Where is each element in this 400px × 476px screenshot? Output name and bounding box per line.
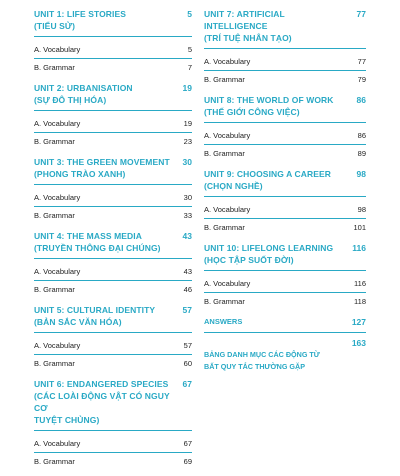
entry-page-number: 86 [357, 131, 366, 140]
unit-page-number: 30 [182, 157, 192, 167]
divider [204, 48, 366, 49]
entry-label: B. Grammar [204, 75, 245, 84]
entry-page-number: 30 [183, 193, 192, 202]
entry-label: B. Grammar [34, 211, 75, 220]
toc-unit [34, 304, 192, 378]
entry-label: A. Vocabulary [34, 193, 81, 202]
unit-title[interactable]: UNIT 8: THE WORLD OF WORK (THẾ GIỚI CÔNG VIỆC) [204, 95, 334, 117]
divider [34, 332, 192, 333]
entry-page-number: 89 [357, 149, 366, 158]
unit-page-number: 43 [182, 231, 192, 241]
entry-page-number: 46 [183, 285, 192, 294]
toc-right-column [204, 8, 366, 385]
entry-label: B. Grammar [204, 223, 245, 232]
entry-page-number: 19 [183, 119, 192, 128]
toc-entry[interactable] [204, 275, 366, 292]
unit-title[interactable]: UNIT 4: THE MASS MEDIA (TRUYỀN THÔNG ĐẠI CHÚNG) [34, 231, 161, 253]
answers-page: 127 [351, 317, 366, 327]
unit-title[interactable]: UNIT 7: ARTIFICIAL INTELLIGENCE (TRÍ TUỆ NHÂN TẠO) [204, 9, 292, 43]
toc-unit [34, 156, 192, 230]
toc-entry[interactable] [34, 59, 192, 76]
entry-page-number: 98 [357, 205, 366, 214]
irregular-verbs-label: BẢNG DANH MỤC CÁC ĐỘNG TỪ BẤT QUY TẮC THƯỜNG GẶP [204, 350, 320, 371]
entry-page-number: 67 [183, 439, 192, 448]
divider [204, 122, 366, 123]
toc-entry[interactable] [34, 41, 192, 58]
entry-page-number: 116 [354, 279, 366, 288]
toc-unit [204, 94, 366, 168]
divider [34, 430, 192, 431]
entry-label: A. Vocabulary [204, 131, 251, 140]
entry-page-number: 118 [354, 297, 366, 306]
toc-entry[interactable] [204, 201, 366, 218]
entry-page-number: 33 [183, 211, 192, 220]
irregular-verbs-page: 163 [351, 338, 366, 348]
entry-label: A. Vocabulary [204, 57, 251, 66]
toc-unit [204, 242, 366, 316]
toc-entry[interactable] [204, 219, 366, 236]
answers-label: ANSWERS [204, 317, 243, 326]
unit-page-number: 5 [187, 9, 192, 19]
toc-unit [34, 378, 192, 476]
toc-unit [34, 230, 192, 304]
divider [204, 332, 366, 333]
toc-irregular-verbs[interactable] [204, 337, 366, 385]
toc-entry[interactable] [204, 71, 366, 88]
entry-page-number: 7 [187, 63, 192, 72]
toc-unit [34, 8, 192, 82]
toc-entry[interactable] [34, 453, 192, 470]
unit-page-number: 98 [356, 169, 366, 179]
entry-page-number: 5 [187, 45, 192, 54]
toc-entry[interactable] [34, 337, 192, 354]
unit-page-number: 19 [182, 83, 192, 93]
entry-label: A. Vocabulary [34, 439, 81, 448]
toc-unit [34, 82, 192, 156]
spacer [34, 470, 192, 476]
toc-entry[interactable] [204, 293, 366, 310]
toc-entry[interactable] [34, 281, 192, 298]
entry-label: B. Grammar [34, 285, 75, 294]
entry-page-number: 77 [357, 57, 366, 66]
unit-page-number: 116 [352, 243, 366, 253]
toc-answers[interactable] [204, 316, 366, 328]
unit-title[interactable]: UNIT 2: URBANISATION (SỰ ĐÔ THỊ HÓA) [34, 83, 133, 105]
entry-page-number: 101 [353, 223, 366, 232]
toc-entry[interactable] [204, 145, 366, 162]
toc-unit [204, 8, 366, 94]
entry-label: B. Grammar [34, 63, 75, 72]
entry-page-number: 79 [357, 75, 366, 84]
toc-entry[interactable] [34, 263, 192, 280]
entry-page-number: 69 [183, 457, 192, 466]
entry-page-number: 23 [183, 137, 192, 146]
entry-label: B. Grammar [34, 359, 75, 368]
unit-title[interactable]: UNIT 10: LIFELONG LEARNING (HỌC TẬP SUỐT ĐỜI) [204, 243, 334, 265]
divider [204, 196, 366, 197]
unit-title[interactable]: UNIT 3: THE GREEN MOVEMENT (PHONG TRÀO XANH) [34, 157, 170, 179]
entry-label: A. Vocabulary [204, 205, 251, 214]
entry-label: B. Grammar [204, 149, 245, 158]
toc-entry[interactable] [34, 355, 192, 372]
entry-page-number: 57 [183, 341, 192, 350]
unit-page-number: 86 [356, 95, 366, 105]
unit-title[interactable]: UNIT 1: LIFE STORIES (TIỂU SỬ) [34, 9, 127, 31]
toc-entry[interactable] [34, 189, 192, 206]
entry-label: A. Vocabulary [34, 119, 81, 128]
divider [34, 184, 192, 185]
entry-label: A. Vocabulary [34, 45, 81, 54]
entry-label: B. Grammar [34, 457, 75, 466]
unit-title[interactable]: UNIT 6: ENDANGERED SPECIES (CÁC LOÀI ĐỘNG VẬT CÓ NGUY CƠ TUYỆT CHỦNG) [34, 379, 170, 425]
entry-label: A. Vocabulary [204, 279, 251, 288]
toc-entry[interactable] [34, 133, 192, 150]
unit-page-number: 57 [182, 305, 192, 315]
unit-page-number: 77 [356, 9, 366, 19]
entry-label: A. Vocabulary [34, 267, 81, 276]
entry-label: A. Vocabulary [34, 341, 81, 350]
toc-entry[interactable] [204, 127, 366, 144]
toc-entry[interactable] [34, 435, 192, 452]
toc-unit [204, 168, 366, 242]
unit-page-number: 67 [182, 379, 192, 389]
right-units [204, 8, 366, 316]
entry-page-number: 43 [183, 267, 192, 276]
toc-entry[interactable] [34, 207, 192, 224]
toc-entry[interactable] [34, 115, 192, 132]
entry-label: B. Grammar [204, 297, 245, 306]
divider [34, 258, 192, 259]
unit-title[interactable]: UNIT 9: CHOOSING A CAREER (CHỌN NGHỀ) [204, 169, 332, 191]
divider [34, 110, 192, 111]
entry-page-number: 60 [183, 359, 192, 368]
unit-title[interactable]: UNIT 5: CULTURAL IDENTITY (BẢN SẮC VĂN HÓA) [34, 305, 156, 327]
toc-left-column [34, 8, 192, 476]
entry-label: B. Grammar [34, 137, 75, 146]
divider [34, 36, 192, 37]
divider [204, 270, 366, 271]
toc-entry[interactable] [204, 53, 366, 70]
